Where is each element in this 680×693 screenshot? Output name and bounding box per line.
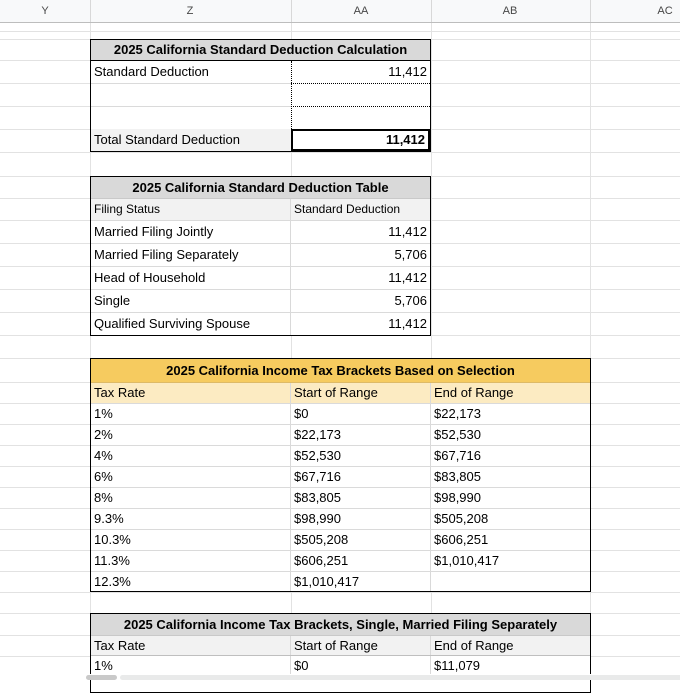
cell[interactable]: $606,251 bbox=[434, 532, 489, 547]
cell[interactable]: $0 bbox=[291, 656, 431, 677]
column-header-ab[interactable]: AB bbox=[502, 5, 518, 17]
table-row bbox=[91, 572, 590, 592]
cell[interactable]: Head of Household bbox=[91, 267, 291, 289]
table-header-row bbox=[91, 636, 590, 656]
cell[interactable]: Married Filing Separately bbox=[91, 244, 291, 266]
cell[interactable]: 10.3% bbox=[91, 530, 291, 550]
cell[interactable]: $52,530 bbox=[434, 427, 481, 442]
cell[interactable]: $22,173 bbox=[434, 406, 481, 421]
column-separator bbox=[291, 0, 292, 22]
cell[interactable]: 4% bbox=[91, 446, 291, 466]
cell[interactable]: $22,173 bbox=[291, 425, 431, 445]
cell[interactable]: $1,010,417 bbox=[434, 553, 500, 568]
table-body bbox=[91, 404, 590, 592]
table-row bbox=[91, 488, 590, 509]
tax-brackets-single-table bbox=[90, 613, 591, 693]
tax-brackets-selection-table bbox=[90, 358, 591, 592]
cell[interactable]: 11.3% bbox=[91, 551, 291, 571]
table-row bbox=[91, 244, 430, 267]
table-row bbox=[91, 530, 590, 551]
cell[interactable]: 11,412 bbox=[388, 316, 427, 331]
table-title: 2025 California Standard Deduction Calculation bbox=[91, 40, 430, 61]
table-row bbox=[91, 509, 590, 530]
cell[interactable]: $83,805 bbox=[434, 469, 481, 484]
cell[interactable]: $52,530 bbox=[291, 446, 431, 466]
cell[interactable]: 9.3% bbox=[91, 509, 291, 529]
cell[interactable]: $98,990 bbox=[291, 509, 431, 529]
column-header-cell[interactable]: Standard Deduction bbox=[294, 202, 401, 216]
table-row bbox=[91, 467, 590, 488]
table-row bbox=[91, 313, 430, 336]
cell[interactable]: $606,251 bbox=[291, 551, 431, 571]
column-header-cell[interactable]: Tax Rate bbox=[91, 383, 291, 403]
column-header-z[interactable]: Z bbox=[186, 5, 194, 17]
cell[interactable]: $505,208 bbox=[434, 511, 489, 526]
standard-deduction-table bbox=[90, 176, 431, 336]
cell[interactable]: $1,010,417 bbox=[291, 572, 431, 592]
table-row bbox=[91, 290, 430, 313]
table-header-row bbox=[91, 199, 430, 221]
column-header-cell[interactable]: End of Range bbox=[434, 385, 514, 400]
column-header-cell[interactable]: Start of Range bbox=[291, 383, 431, 403]
table-row bbox=[91, 404, 590, 425]
gridline bbox=[91, 83, 291, 84]
cell[interactable]: Qualified Surviving Spouse bbox=[91, 313, 291, 336]
horizontal-scrollbar-track[interactable] bbox=[120, 675, 680, 680]
standard-deduction-calc-table bbox=[90, 39, 431, 152]
dotted-border bbox=[291, 83, 430, 84]
table-title: 2025 California Income Tax Brackets, Single, Married Filing Separately bbox=[91, 614, 590, 636]
column-header-aa[interactable]: AA bbox=[353, 5, 369, 17]
cell[interactable] bbox=[431, 572, 590, 592]
column-header-y[interactable]: Y bbox=[41, 5, 49, 17]
cell[interactable]: $98,990 bbox=[434, 490, 481, 505]
cell[interactable]: $67,716 bbox=[291, 467, 431, 487]
cell[interactable]: 1% bbox=[91, 404, 291, 424]
cell[interactable]: 8% bbox=[91, 488, 291, 508]
column-header-cell[interactable]: Tax Rate bbox=[91, 636, 291, 655]
table-row bbox=[91, 267, 430, 290]
cell[interactable]: 2% bbox=[91, 425, 291, 445]
cell-standard-deduction-label[interactable]: Standard Deduction bbox=[94, 64, 209, 79]
cell[interactable]: $505,208 bbox=[291, 530, 431, 550]
cell[interactable]: Single bbox=[91, 290, 291, 312]
table-title: 2025 California Standard Deduction Table bbox=[91, 177, 430, 199]
cell[interactable]: $67,716 bbox=[434, 448, 481, 463]
table-title: 2025 California Income Tax Brackets Based on Selection bbox=[91, 359, 590, 383]
column-header-cell[interactable]: Start of Range bbox=[291, 636, 431, 655]
cell[interactable]: 5,706 bbox=[394, 293, 427, 308]
cell[interactable]: 1% bbox=[91, 656, 291, 677]
cell[interactable]: Married Filing Jointly bbox=[91, 221, 291, 243]
column-separator bbox=[431, 0, 432, 22]
dotted-border bbox=[291, 61, 292, 129]
column-separator bbox=[90, 0, 91, 22]
cell-total-value[interactable]: 11,412 bbox=[291, 129, 430, 151]
column-header-row bbox=[0, 0, 680, 23]
table-row bbox=[91, 425, 590, 446]
cell[interactable]: 12.3% bbox=[91, 572, 291, 592]
gridline bbox=[0, 31, 680, 32]
gridline bbox=[0, 592, 680, 593]
column-header-cell[interactable]: Filing Status bbox=[91, 199, 291, 220]
column-header-cell[interactable]: End of Range bbox=[434, 638, 514, 653]
cell[interactable]: $11,079 bbox=[434, 658, 481, 673]
horizontal-scrollbar-thumb[interactable] bbox=[86, 675, 117, 680]
gridline bbox=[91, 106, 291, 107]
table-row bbox=[91, 446, 590, 467]
gridline bbox=[0, 152, 680, 153]
table-header-row bbox=[91, 383, 590, 404]
cell[interactable]: 5,706 bbox=[394, 247, 427, 262]
table-row bbox=[91, 551, 590, 572]
table-body bbox=[91, 221, 430, 336]
cell[interactable]: 11,412 bbox=[388, 270, 427, 285]
table-row bbox=[91, 221, 430, 244]
cell[interactable]: 11,412 bbox=[388, 224, 427, 239]
cell[interactable]: 6% bbox=[91, 467, 291, 487]
cell[interactable]: $0 bbox=[291, 404, 431, 424]
cell-standard-deduction-value[interactable]: 11,412 bbox=[388, 64, 427, 79]
cell-total-label[interactable]: Total Standard Deduction bbox=[91, 129, 294, 151]
column-separator bbox=[590, 0, 591, 22]
cell[interactable]: $83,805 bbox=[291, 488, 431, 508]
dotted-border bbox=[291, 106, 430, 107]
column-header-ac[interactable]: AC bbox=[657, 5, 673, 17]
